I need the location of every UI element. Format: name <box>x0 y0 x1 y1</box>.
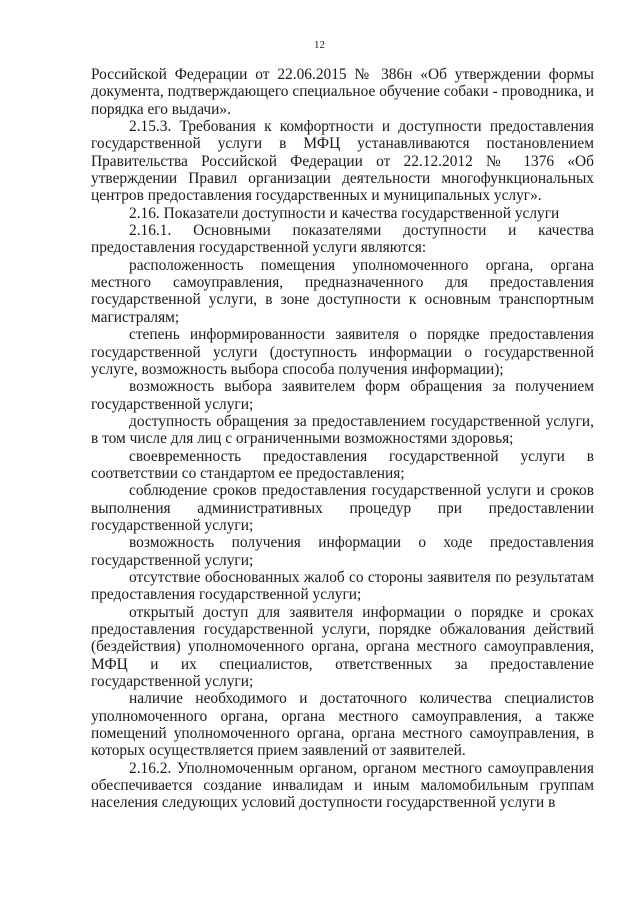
list-item-accessibility: доступность обращения за предоставлением государственной услуги, в том числе для лиц с ограниченными возможностями здоровья; <box>91 412 594 448</box>
section-heading-2-16: 2.16. Показатели доступности и качества государственной услуги <box>129 204 560 222</box>
page-number: 12 <box>314 39 325 51</box>
list-item-request-forms: возможность выбора заявителем форм обращения за получением государственной услуги; <box>91 378 594 413</box>
paragraph-continuation-prikaz-386n: Российской Федерации от 22.06.2015 № 386н «Об утверждении формы документа, подтверждающего специальное обучение собаки - проводника, и порядка его выдачи». <box>91 66 594 118</box>
paragraph-2-15-3: 2.15.3. Требования к комфортности и доступности предоставления государственной услуги в МФЦ устанавливаются постановлением Правительства Российской Федерации от 22.12.2012 № 1376 «Об утверждении Правил организации деятельности многофункциональных центров предоставления государственных и муниципальных услуг». <box>91 118 594 205</box>
paragraph-2-16-1: 2.16.1. Основными показателями доступности и качества предоставления государственной услуги являются: <box>91 222 594 257</box>
list-item-progress-info: возможность получения информации о ходе предоставления государственной услуги; <box>91 534 594 569</box>
list-item-timeliness: своевременность предоставления государственной услуги в соответствии со стандартом ее предоставления; <box>91 447 594 482</box>
list-item-no-complaints: отсутствие обоснованных жалоб со стороны заявителя по результатам предоставления государственной услуги; <box>91 568 594 604</box>
paragraph-2-16-2: 2.16.2. Уполномоченным органом, органом местного самоуправления обеспечивается создание инвалидам и иным маломобильным группам населения следующих условий доступности государственной услуги в <box>91 759 594 812</box>
list-item-deadlines: соблюдение сроков предоставления государственной услуги и сроков выполнения административных процедур при предоставлении государственной услуги; <box>91 482 594 534</box>
list-item-open-access: открытый доступ для заявителя информации о порядке и сроках предоставления государственной услуги, порядке обжалования действий (бездействия) уполномоченного органа, органа местного самоуправления, МФЦ и их специалистов, ответственных за предоставление государственной услуги; <box>91 603 594 691</box>
list-item-location: расположенность помещения уполномоченного органа, органа местного самоуправления, предназначенного для предоставления государственной услуги, в зоне доступности к основным транспортным магистралям; <box>91 256 594 326</box>
list-item-informedness: степень информированности заявителя о порядке предоставления государственной услуги (доступность информации о государственной услуге, возможность выбора способа получения информации); <box>91 326 594 378</box>
document-body <box>91 66 594 812</box>
list-item-staff-premises: наличие необходимого и достаточного количества специалистов уполномоченного органа, органа местного самоуправления, а также помещений уполномоченного органа, органа местного самоуправления, в которых осуществляется прием заявлений от заявителей. <box>91 690 594 760</box>
